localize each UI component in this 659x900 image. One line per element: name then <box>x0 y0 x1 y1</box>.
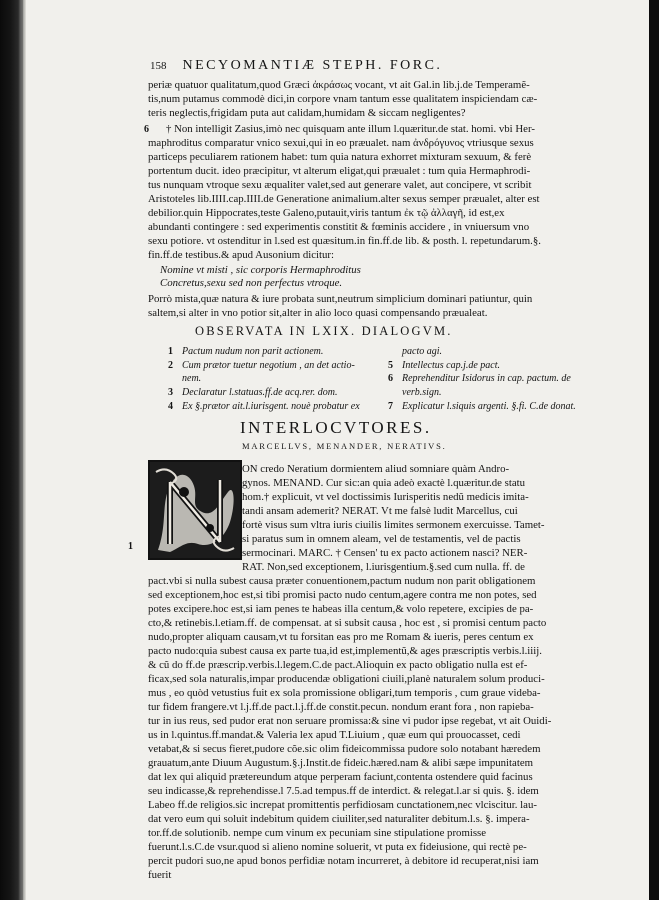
dialogue-line: gynos. MENAND. Cur sic:an quia adeò exactè l.quæritur.de statu <box>242 477 526 489</box>
page-fold <box>20 0 23 900</box>
observation-item: Reprehenditur Isidorus in cap. pactum. de <box>402 373 571 384</box>
decorated-initial <box>148 460 242 560</box>
dialogue-line: cto,& retinebis.l.etiam.ff. de compensat. at si subsit causa , hoc est , si promisi centum pacto <box>148 617 547 629</box>
dialogue-line: pact.vbi si nulla subest causa præter conuentionem,pactum nudum non parit obligationem <box>148 575 536 587</box>
margin-number: 1 <box>128 541 133 552</box>
dialogue-line: dat lex qui aliquid prætereundum atque perperam faciunt,contenta ostendere quid facinus <box>148 771 533 783</box>
dialogue-line: us in l.quintus.ff.mandat.& Valeria lex apud T.Liuium , quæ eum qui prouocasset, cedi <box>148 729 521 741</box>
dialogue-line: potes excipere.hoc est,si iam penes te habeas illa centum,& volo repetere, excipies de pa- <box>148 603 534 615</box>
body-line: Aristoteles lib.IIII.cap.IIII.de Generatione animalium.alter sexus semper præualet, alter est <box>148 193 540 205</box>
running-title: NECYOMANTIÆ STEPH. FORC. <box>182 58 443 73</box>
observation-number: 2 <box>168 360 173 371</box>
dialogue-line: tur fidem frangere.vt l.j.ff.de pact.l.j.ff.de constit.pecun. nondum erant fora , non rapieba- <box>148 701 534 713</box>
body-line: saltem,si alter in vno potior sit,alter in alio loco quasi compensando præualeat. <box>148 307 488 319</box>
observation-item: verb.sign. <box>402 387 442 398</box>
observation-item: Declaratur l.statuas.ff.de acq.rer. dom. <box>182 387 338 398</box>
body-line: tis,num putamus commodè dici,in corpore vnam tantum esse qualitatem inspiciendam cæ- <box>148 93 538 105</box>
dialogue-line: sed exceptionem,hoc est,si tibi promisi pacto nudo centum,agere contra me non potes, sed <box>148 589 537 601</box>
dialogue-line: Labeo ff.de religios.sic increpat promittentis perfidiosam cunctationem,nec vlciscitur. lau- <box>148 799 537 811</box>
margin-number: 6 <box>144 124 149 135</box>
observation-item: Explicatur l.siquis argenti. §.fi. C.de donat. <box>402 401 576 412</box>
folio-number: 158 <box>150 60 167 72</box>
observation-item: Pactum nudum non parit actionem. <box>182 346 324 357</box>
body-line: teris neglectis,frigidam puta aut calidam,humidam & siccam negligentes? <box>148 107 466 119</box>
observata-title: OBSERVATA IN LXIX. DIALOGVM. <box>195 324 453 338</box>
body-line: debilior.quin Hippocrates,teste Galeno,putauit,viris tantum ἐκ τῷ ἀλλαγῆ, id est,ex <box>148 207 505 219</box>
dialogue-line: tor.ff.de solutionib. nempe cum vinum ex pecuniam sine stipulatione promisse <box>148 827 487 839</box>
observation-item: Cum prætor tuetur negotium , an det actio- <box>182 360 355 371</box>
dialogue-line: fuerunt.l.s.C.de vsur.quod si alieno nomine soluerit, vt puta ex fideiusione, qui rectè pe- <box>148 841 527 853</box>
body-line: maphroditus comparatur vnico sexui,qui in eo præualet. nam ἀνδρόγυνος vtriusque sexus <box>148 137 534 149</box>
dialogue-line: nudo,propter aliquam causam,vt tu forsitan eas pro me Romam & iueris, peres centum ex <box>148 631 534 643</box>
running-header <box>150 58 610 80</box>
interlocutores-names: MARCELLVS, MENANDER, NERATIVS. <box>242 441 447 451</box>
body-line: particeps peculiarem rationem habet: tum quia natura exhorret mixturam sexuum, & ferè <box>148 151 532 163</box>
observation-number: 4 <box>168 401 173 412</box>
dialogue-line: vetabat,& si secus fieret,pudore cõe.sic olim fideicommissa pudore solo notabant hæredem <box>148 743 541 755</box>
body-line: sexu potiore. vt ostenditur in l.sed est quæsitum.in fin.ff.de lib. & posth. l. repetundarum.§. <box>148 235 541 247</box>
body-line: tus nunquam vtroque sexu æqualiter valet,sed aut generare valet, aut concipere, vt scribit <box>148 179 532 191</box>
dialogue-line: RAT. Non,sed exceptionem, l.iurisgentium.§.sed cum nulla. ff. de <box>242 561 525 573</box>
observation-number: 7 <box>388 401 393 412</box>
dialogue-line: ON credo Neratium dormientem aliud somniare quàm Andro- <box>242 463 510 475</box>
body-line: portentum ducit. ideo præcipitur, vt alterum eligat,qui præualet : tum quia Hermaphrodi- <box>148 165 531 177</box>
verse-line: Concretus,sexu sed non perfectus vtroque. <box>160 277 343 289</box>
observation-item: Ex §.prætor ait.l.iurisgent. nouè probatur ex <box>182 401 360 412</box>
dialogue-line: dat vero eum qui soluit indebitum quidem ciuiliter,sed naturaliter debitum.l.s. §. impera- <box>148 813 530 825</box>
body-line: fin.ff.de testibus.& apud Ausonium dicitur: <box>148 249 335 261</box>
dialogue-line: tandi ansam ademerit? NERAT. Vt me falsè ludit Marcellus, cui <box>242 505 518 517</box>
body-line: periæ quatuor qualitatum,quod Græci ἀκράσως vocant, vt ait Gal.in lib.j.de Temperamẽ- <box>148 79 530 91</box>
ornament-n-icon <box>150 462 240 558</box>
dialogue-line: grauatum,ante Diuum Augustum.§.j.Instit.de fideic.hæred.nam & alibi sæpe impunitatem <box>148 757 534 769</box>
observation-number: 1 <box>168 346 173 357</box>
dialogue-line: sermocinari. MARC. † Censen' tu ex pacto actionem nasci? NER- <box>242 547 528 559</box>
dialogue-line: mus , eo quòd vetustius fuit ex sola promissione obligari,tum temporis , cum graue videba- <box>148 687 541 699</box>
verse-line: Nomine vt misti , sic corporis Hermaphroditus <box>160 264 361 276</box>
dialogue-line: si paratus sum in omnem aleam, vel de testamentis, vel de pactis <box>242 533 521 545</box>
dialogue-line: seu indicasse,& reprehendisse.l 7.5.ad tempus.ff de interdict. & relegat.l.ar si quis. §. idem <box>148 785 539 797</box>
observation-number: 3 <box>168 387 173 398</box>
dialogue-line: & cũ do ff.de præscrip.verbis.l.legem.C.de pact.Alioquin ex pacto obligatio nulla est ef- <box>148 659 528 671</box>
dialogue-line: fortè visus sum vltra iuris ciuilis limites sermonem exercuisse. Tamet- <box>242 519 545 531</box>
body-line: Porrò mista,quæ natura & iure probata sunt,neutrum simplicium dominari patiuntur, quin <box>148 293 533 305</box>
dialogue-line: percit pudori suo,ne apud bonos perfidiæ notam incurreret, à debitore id recuperat,nisi iam <box>148 855 539 867</box>
observation-item: Intellectus cap.j.de pact. <box>402 360 501 371</box>
body-line: † Non intelligit Zasius,imò nec quisquam ante illum l.quæritur.de stat. homi. vbi Her- <box>166 123 535 135</box>
observation-number: 6 <box>388 373 393 384</box>
dialogue-line: pacto nudo:quia subest causa ex parte tua,id est,implementũ,& ages præscriptis verbis.l.iiij. <box>148 645 542 657</box>
dialogue-line: ficax,sed sola naturalis,impar producendæ obligationi ciuili,planè naturalem solum produci- <box>148 673 545 685</box>
observation-item: pacto agi. <box>402 346 442 357</box>
observation-item: nem. <box>182 373 202 384</box>
dialogue-line: hom.† explicuit, vt vel doctissimis Iurisperitis nedũ medicis imita- <box>242 491 529 503</box>
interlocutores-title: INTERLOCVTORES. <box>240 418 432 437</box>
body-line: abundanti contingere : sed experimentis constitit & fœminis accidere , in vniuersum vno <box>148 221 530 233</box>
dialogue-line: fuerit <box>148 869 172 881</box>
observation-number: 5 <box>388 360 393 371</box>
page-right-shadow <box>649 0 659 900</box>
dialogue-line: tur in ius reus, sed pudor erat non seruare promissa:& sine vi pudor ipse regebat, vt ait Ouidi- <box>148 715 552 727</box>
